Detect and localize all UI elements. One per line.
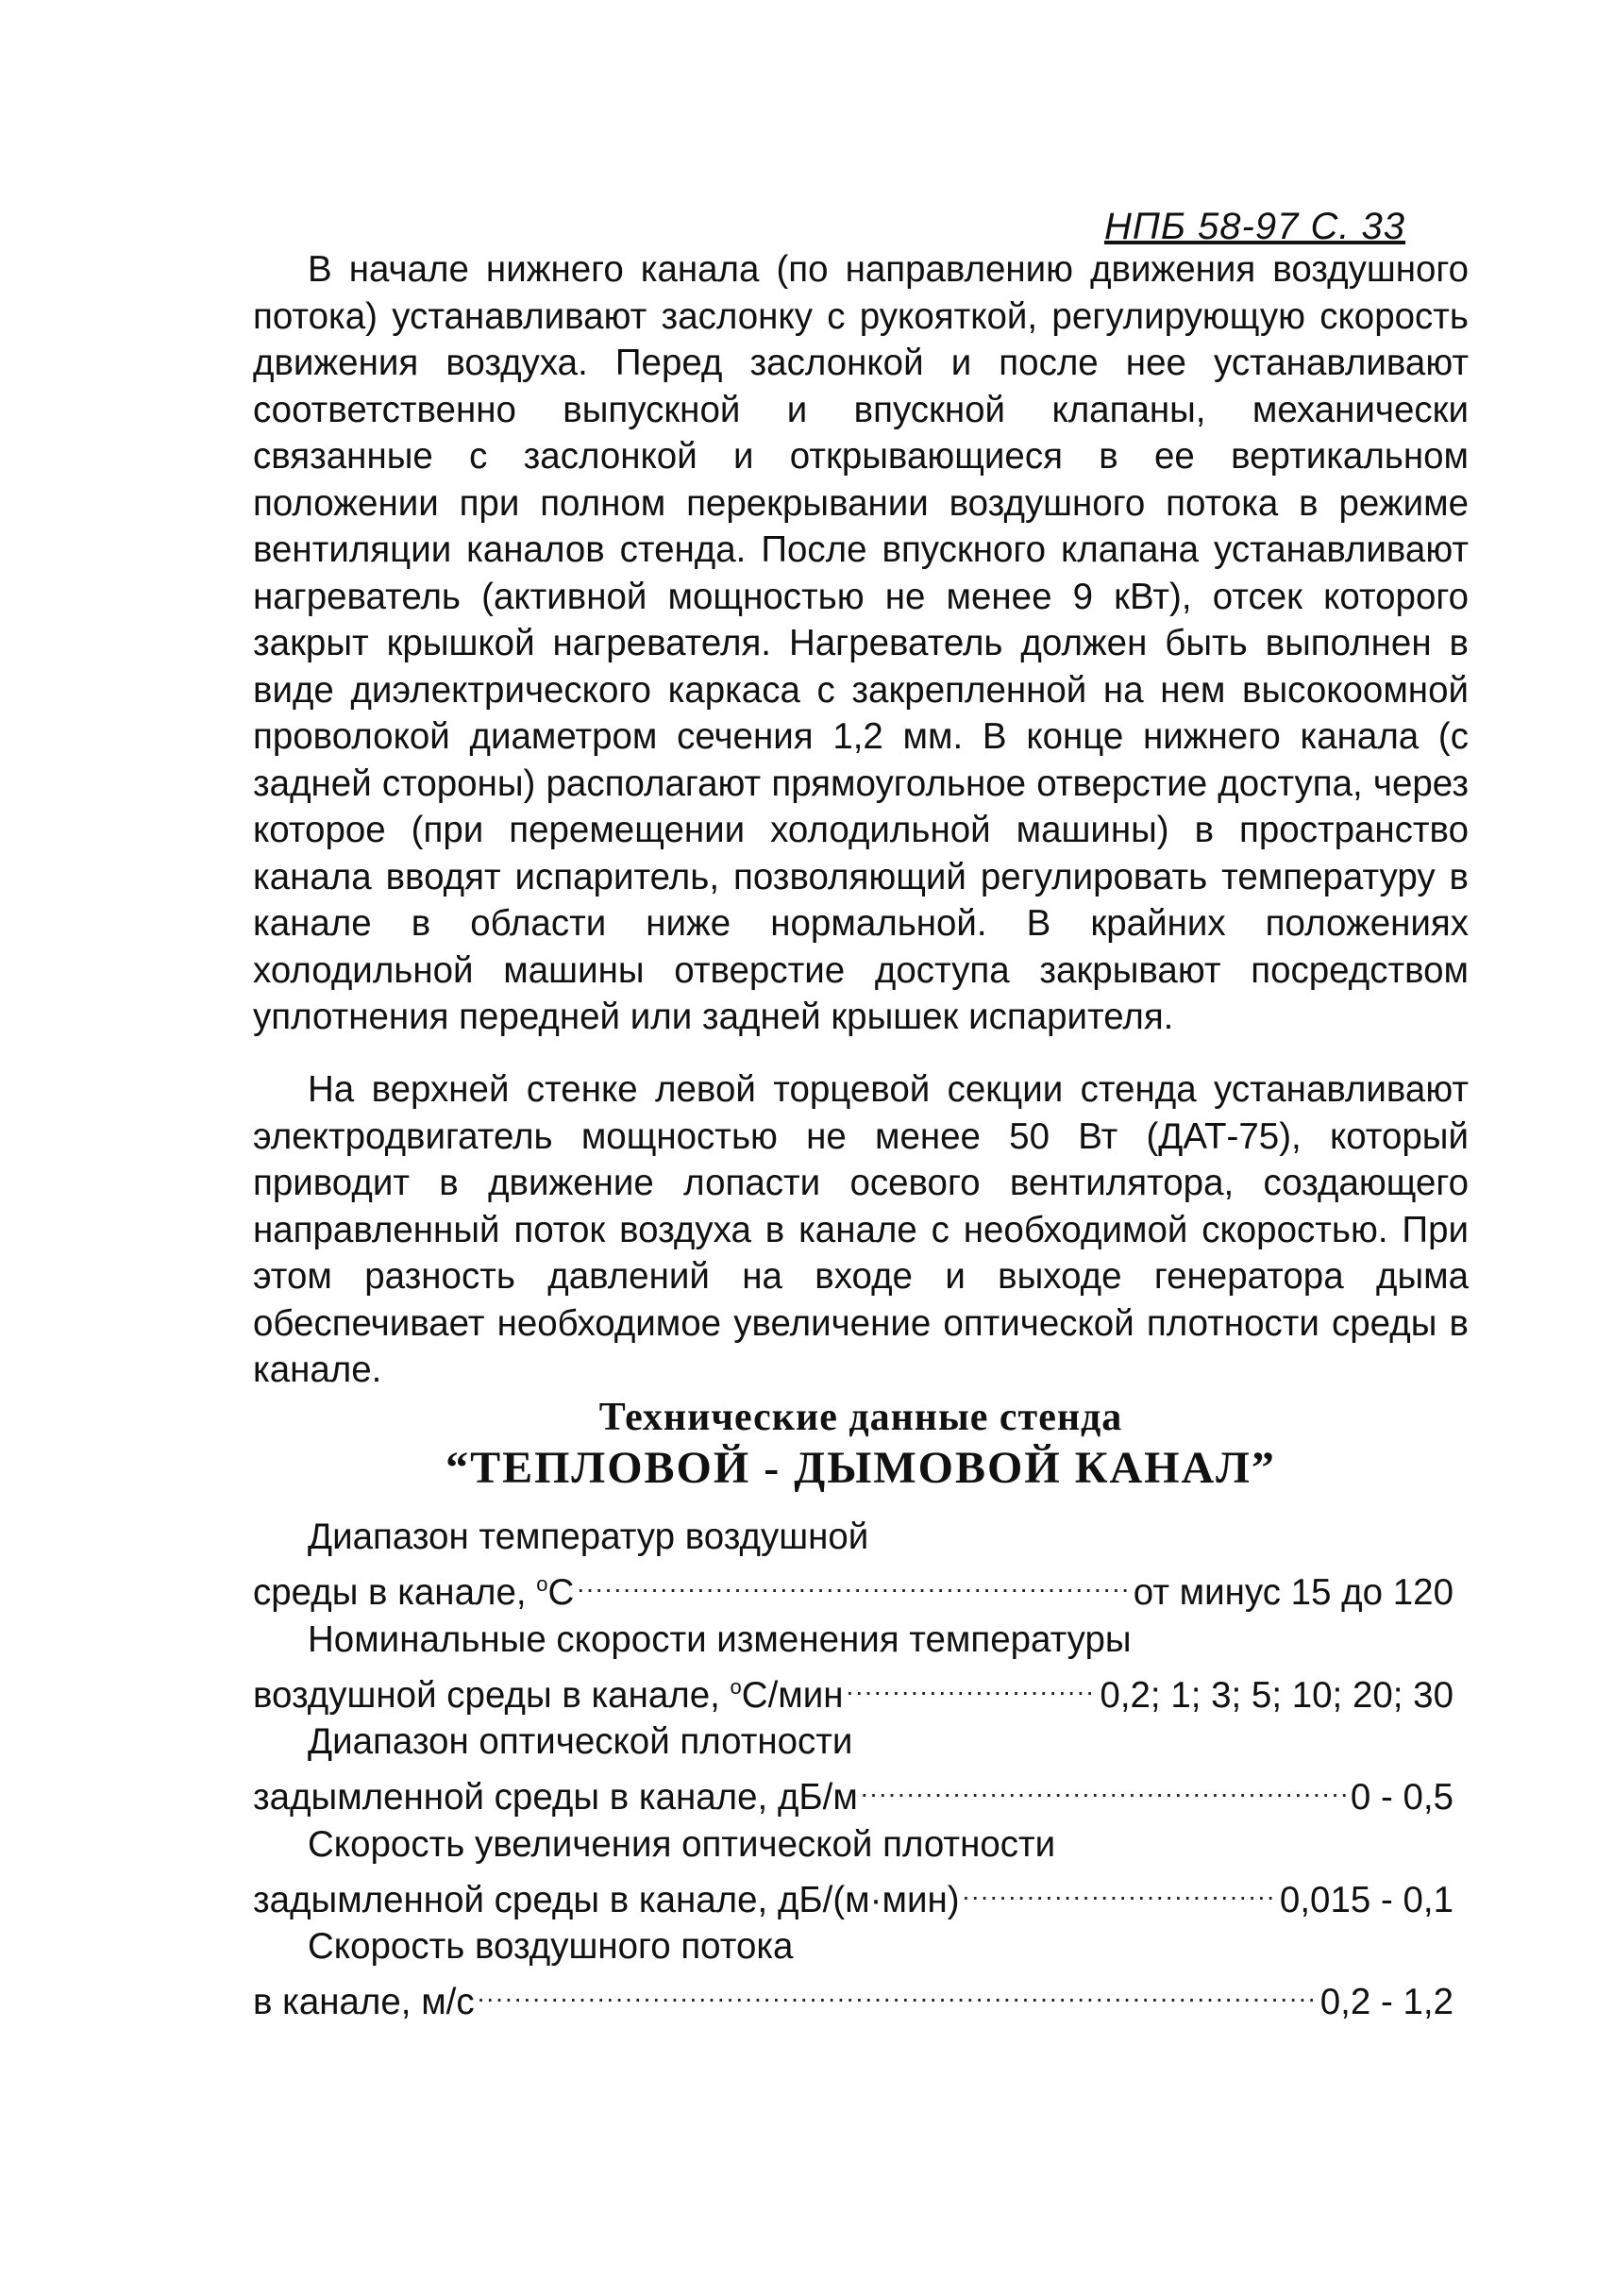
spec-item-air-flow-speed [253,1924,1453,2025]
spec-item-temperature-rates [253,1617,1453,1718]
spec-parameter-name: Диапазон оптической плотности [308,1721,853,1762]
spec-parameter-unit: воздушной среды в канале, $^o$С/мин [253,1674,844,1716]
dot-leader [478,1969,1318,2015]
spec-parameter-name: Диапазон температур воздушной [308,1517,869,1557]
spec-parameter-row [253,1560,1453,1616]
spec-value: 0,2 - 1,2 [1319,1982,1453,2022]
spec-value: 0,2; 1; 3; 5; 10; 20; 30 [1100,1674,1453,1716]
dot-leader [577,1560,1130,1605]
spec-value: от минус 15 до 120 [1133,1572,1453,1613]
spec-parameter-row [253,1662,1453,1718]
spec-value: 0,015 - 0,1 [1279,1879,1453,1920]
dot-leader [963,1867,1277,1912]
spec-parameter-row [253,1765,1453,1820]
spec-value: 0 - 0,5 [1350,1777,1453,1818]
dot-leader [847,1662,1098,1707]
spec-parameter-name: Скорость воздушного потока [308,1926,794,1967]
spec-parameter-row [253,1969,1453,2025]
dot-leader [861,1765,1348,1810]
spec-parameter-unit: задымленной среды в канале, дБ/(м·мин) [253,1879,960,1920]
spec-parameter-name: Номинальные скорости изменения температуры [308,1618,1132,1660]
spec-parameter-name: Скорость увеличения оптической плотности [308,1823,1056,1865]
section-title-line-1: Технические данные стенда [598,1396,1123,1439]
spec-parameter-unit: в канале, м/с [253,1982,475,2022]
body-paragraph-2 [253,1066,1469,1394]
body-paragraph-1 [253,246,1469,1041]
spec-parameter-unit: задымленной среды в канале, дБ/м [253,1777,858,1818]
paragraph-text: На верхней стенке левой торцевой секции стенда устанавливают электродвигатель мощностью не менее 50 Вт (ДАТ-75), который приводит в движение лопасти осевого вентилятора, создающего направленный поток воздуха в канале с необходимой скоростью. При этом разность давлений на входе и выходе генератора дыма обеспечивает необходимое увеличение оптической плотности среды в канале. [253,1069,1469,1390]
section-title-line-2: “ТЕПЛОВОЙ - ДЫМОВОЙ КАНАЛ” [445,1443,1276,1493]
spec-item-optical-density-rate [253,1822,1453,1923]
page-header-doc-ref: НПБ 58-97 С. 33 [1104,206,1406,247]
spec-item-optical-density-range [253,1719,1453,1820]
technical-specs-list [253,1515,1453,2027]
spec-parameter-unit: среды в канале, $^o$С [253,1572,575,1613]
paragraph-text: В начале нижнего канала (по направлению движения воздушного потока) устанавливают заслонку с рукояткой, регулирующую скорость движения воздуха. Перед заслонкой и после нее устанавливают соответственно выпускной и впускной клапаны, механически связанные с заслонкой и открывающиеся в ее вертикальном положении при полном перекрывании воздушного потока в режиме вентиляции каналов стенда. После впускного клапана устанавливают нагреватель (активной мощностью не менее 9 кВт), отсек которого закрыт крышкой нагревателя. Нагреватель должен быть выполнен в виде диэлектрического каркаса с закрепленной на нем высокоомной проволокой диаметром сечения 1,2 мм. В конце нижнего канала (с задней стороны) располагают прямоугольное отверстие доступа, через которое (при перемещении холодильной машины) в пространство канала вводят испаритель, позволяющий регулировать температуру в канале в области ниже нормальной. В крайних положениях холодильной машины отверстие доступа закрывают посредством уплотнения передней или задней крышек испарителя. [253,249,1469,1037]
spec-item-temperature-range [253,1515,1453,1616]
spec-parameter-row [253,1867,1453,1922]
